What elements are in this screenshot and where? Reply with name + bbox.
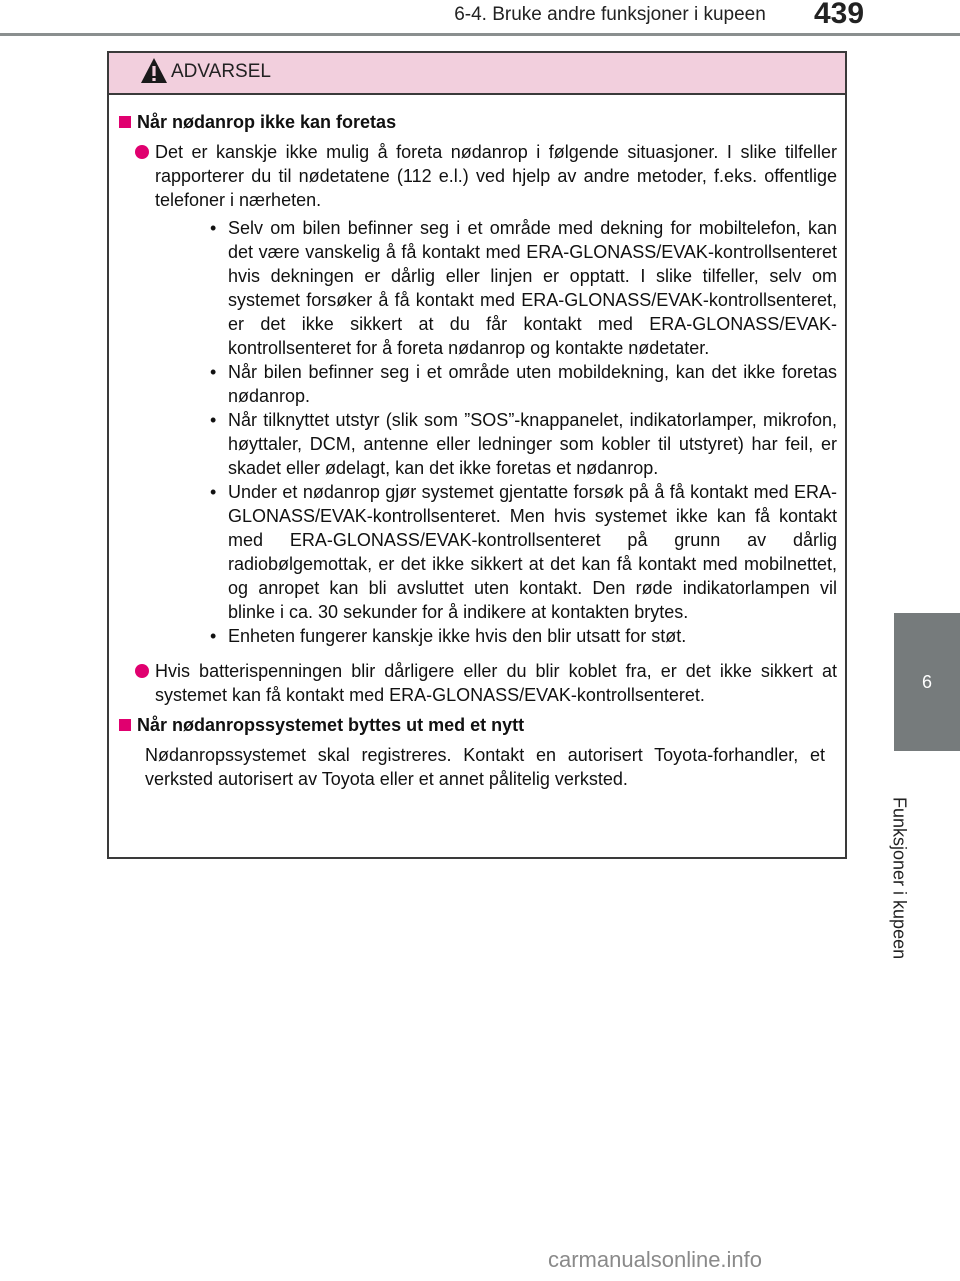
chapter-label: Funksjoner i kupeen [889,796,910,960]
round-bullet-icon [135,145,149,159]
list-item [119,140,837,652]
sub-list-item: • Under et nødanrop gjør systemet gjentatte forsøk på å få kontakt med ERA-GLONASS/EVAK-kontrollsenteret. Men hvis systemet ikke kan få kontakt med ERA-GLONASS/EVAK-kontrollsenteret på grunn av dårlig radiobølgemottak, er det ikke sikkert at det kan få kontakt med mobilnettet, og anropet kan bli avsluttet uten kontakt. Den røde indikatorlampen vil blinke i ca. 30 sekunder for å indikere at kontakten brytes. [210,482,837,622]
warning-body [109,95,845,791]
sub-list-item: • Selv om bilen befinner seg i et område med dekning for mobiltelefon, kan det være vanskelig å få kontakt med ERA-GLONASS/EVAK-kontrollsenteret hvis dekningen er dårlig eller linjen er opptatt. I slike tilfeller, selv om systemet forsøker å få kontakt med ERA-GLONASS/EVAK-kontrollsenteret, er det ikke sikkert at du får kontakt med ERA-GLONASS/EVAK-kontrollsenteret for å foreta nødanrop og kontakte nødetater. [210,218,837,358]
list-item [119,659,837,707]
warning-header [109,53,845,95]
warning-triangle-icon [140,57,168,90]
square-bullet-icon [119,116,131,128]
page-number: 439 [814,0,865,30]
list-item-text: Det er kanskje ikke mulig å foreta nødanrop i følgende situasjoner. I slike tilfeller rapporterer du til nødetatene (112 e.l.) ved hjelp av andre metoder, f.eks. offentlige telefoner i nærheten. [155,142,837,210]
section-title: 6-4. Bruke andre funksjoner i kupeen [454,4,766,25]
section-heading: Når nødanropssystemet byttes ut med et nytt [119,714,837,736]
header-divider [0,33,960,36]
sub-list-item: • Når tilknyttet utstyr (slik som ”SOS”-knappanelet, indikatorlamper, mikrofon, høyttaler, DCM, antenne eller ledninger som kobler til utstyret) har feil, er skadet eller ødelagt, kan det ikke foretas et nødanrop. [210,410,837,478]
warning-title: ADVARSEL [171,61,271,82]
chapter-number: 6 [921,671,932,692]
round-bullet-icon [135,664,149,678]
sub-list-item: • Enheten fungerer kanskje ikke hvis den blir utsatt for støt. [210,626,687,646]
square-bullet-icon [119,719,131,731]
sub-list-item: • Når bilen befinner seg i et område uten mobildekning, kan det ikke foretas nødanrop. [210,362,837,406]
sub-list [210,216,837,648]
warning-box [107,51,847,859]
chapter-tab [894,613,960,751]
list-item-text: Hvis batterispenningen blir dårligere eller du blir koblet fra, er det ikke sikkert at systemet kan få kontakt med ERA-GLONASS/EVAK-kontrollsenteret. [155,661,837,705]
section-paragraph: Nødanropssystemet skal registreres. Kontakt en autorisert Toyota-forhandler, et verksted autorisert av Toyota eller et annet pålitelig verksted. [145,745,825,789]
section-heading: Når nødanrop ikke kan foretas [119,111,837,133]
watermark: carmanualsonline.info [548,1247,763,1272]
